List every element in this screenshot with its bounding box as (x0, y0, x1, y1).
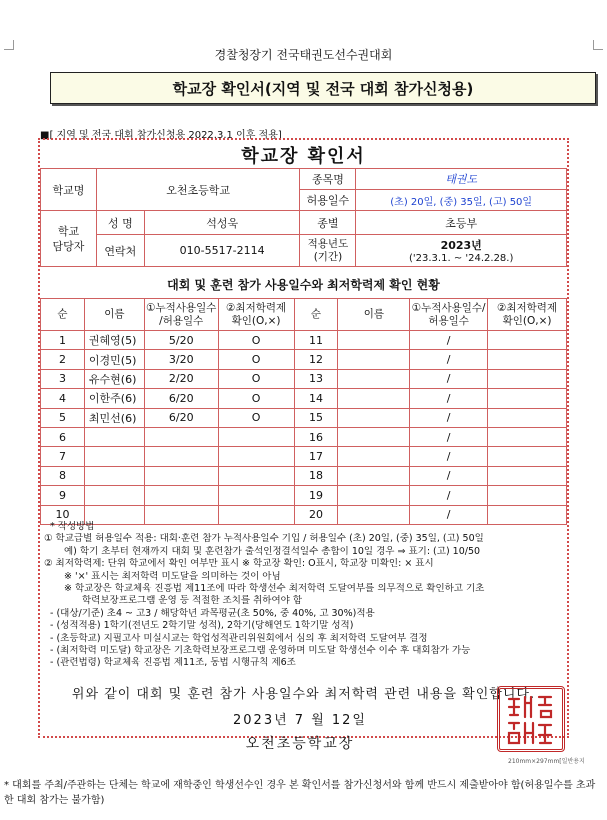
student-grade-left: O (218, 369, 294, 388)
method-line-2: 예) 학기 초부터 현재까지 대회 및 훈련참가 출석인정결석일수 총합이 10일 경우 ⇒ 표기: (고) 10/50 (64, 545, 481, 557)
apply-year-value: 2023년 (440, 239, 482, 252)
method-line-7: - (대상/기준) 초4 ~ 고3 / 해당학년 과목평균(초 50%, 중 40%, 고 30%)적용 (50, 607, 375, 619)
student-grade-left: O (218, 389, 294, 408)
category-label: 종별 (300, 211, 356, 235)
method-line-9: - (초등학교) 지필고사 미실시교는 학업성적관리위원회에서 심의 후 최저학력 도달여부 결정 (50, 632, 428, 644)
student-name-left: 유수현(6) (84, 369, 144, 388)
student-no-right: 16 (294, 427, 338, 446)
document-title: 학교장 확인서 (241, 146, 366, 167)
student-grade-left: O (218, 350, 294, 369)
contact-value: 010-5517-2114 (144, 235, 300, 267)
student-days-right: / (410, 505, 488, 524)
student-no-right: 18 (294, 466, 338, 485)
student-no-right: 19 (294, 486, 338, 505)
student-grade-left (218, 486, 294, 505)
method-line-10: - (최저학력 미도달) 학교장은 기초학력보장프로그램 운영하며 미도달 학생선수 이수 후 대회참가 가능 (50, 645, 471, 657)
student-no-right: 12 (294, 350, 338, 369)
roster-body (41, 331, 567, 525)
student-name-right (338, 466, 410, 485)
student-no-right: 17 (294, 447, 338, 466)
student-name-right (338, 369, 410, 388)
table-row (41, 486, 567, 505)
student-days-left: 5/20 (144, 331, 218, 350)
name-value: 석성욱 (144, 211, 300, 235)
staff-label: 학교 담당자 (41, 211, 97, 267)
table-row (41, 427, 567, 446)
table-row (41, 408, 567, 427)
applicability-note: ■[ 지역 및 전국 대회 참가신청용 2022.3.1 이후 적용] (40, 130, 282, 141)
student-name-right (338, 486, 410, 505)
student-days-left (144, 486, 218, 505)
student-no-left: 7 (41, 447, 85, 466)
student-name-right (338, 408, 410, 427)
method-line-4: ※ '×' 표시는 최저학력 미도달을 의미하는 것이 아님 (64, 570, 281, 582)
student-grade-left: O (218, 331, 294, 350)
student-grade-left (218, 447, 294, 466)
student-grade-right (488, 427, 567, 446)
student-name-right (338, 350, 410, 369)
issue-date: 2023년 7 월 12일 (233, 713, 367, 728)
student-name-right (338, 389, 410, 408)
header-grade-left: ②최저학력제 확인(O,×) (218, 299, 294, 331)
table-row (41, 331, 567, 350)
contact-label: 연락처 (96, 235, 144, 267)
student-grade-right (488, 369, 567, 388)
event-title: 경찰청장기 전국태권도선수권대회 (214, 48, 393, 62)
roster-section-title: 대회 및 훈련 참가 사용일수와 최저학력제 확인 현황 (167, 278, 440, 292)
student-days-right: / (410, 389, 488, 408)
student-name-left: 이한주(6) (84, 389, 144, 408)
table-row (41, 389, 567, 408)
student-name-left: 이경민(5) (84, 350, 144, 369)
student-days-left: 3/20 (144, 350, 218, 369)
student-days-left: 6/20 (144, 389, 218, 408)
allowed-days-value: (초) 20일, (중) 35일, (고) 50일 (356, 190, 567, 211)
student-days-left (144, 466, 218, 485)
student-days-left (144, 427, 218, 446)
header-days-right: ①누적사용일수/ 허용일수 (410, 299, 488, 331)
student-grade-left (218, 427, 294, 446)
student-days-right: / (410, 408, 488, 427)
header-name-left: 이름 (84, 299, 144, 331)
method-line-6: 학력보장프로그램 운영 등 적절한 조치를 취하여야 함 (82, 595, 303, 607)
student-no-right: 11 (294, 331, 338, 350)
method-line-11: - (관련법령) 학교체육 진흥법 제11조, 동법 시행규칙 제6조 (50, 657, 296, 669)
apply-year-label: 적용년도 (기간) (300, 235, 356, 267)
student-days-right: / (410, 486, 488, 505)
student-days-right: / (410, 466, 488, 485)
student-name-right (338, 447, 410, 466)
name-label: 성 명 (96, 211, 144, 235)
student-no-left: 8 (41, 466, 85, 485)
student-days-left: 6/20 (144, 408, 218, 427)
student-name-left (84, 466, 144, 485)
student-days-left (144, 447, 218, 466)
table-row (41, 369, 567, 388)
roster-table (40, 298, 567, 525)
table-row (41, 447, 567, 466)
school-principal: 오천초등학교장 (245, 736, 355, 752)
student-days-left: 2/20 (144, 369, 218, 388)
student-no-left: 2 (41, 350, 85, 369)
header-grade-right: ②최저학력제 확인(O,×) (488, 299, 567, 331)
sport-value: 태권도 (356, 169, 567, 190)
student-grade-right (488, 447, 567, 466)
header-days-left: ①누적사용일수 /허용일수 (144, 299, 218, 331)
student-grade-right (488, 331, 567, 350)
student-no-right: 15 (294, 408, 338, 427)
school-label: 학교명 (41, 169, 97, 211)
student-name-left (84, 447, 144, 466)
student-days-right: / (410, 427, 488, 446)
student-no-left: 5 (41, 408, 85, 427)
student-no-right: 13 (294, 369, 338, 388)
student-grade-right (488, 408, 567, 427)
student-no-left: 4 (41, 389, 85, 408)
category-value: 초등부 (356, 211, 567, 235)
student-name-left: 최민선(6) (84, 408, 144, 427)
student-name-right (338, 427, 410, 446)
paper-size-label: 210mm×297mm[일반용지 (508, 758, 585, 765)
seal-icon (500, 689, 562, 749)
table-row (41, 350, 567, 369)
student-name-left (84, 427, 144, 446)
student-grade-left: O (218, 408, 294, 427)
confirm-statement: 위와 같이 대회 및 훈련 참가 사용일수와 최저학력 관련 내용을 확인합니다. (71, 687, 536, 702)
table-row (41, 466, 567, 485)
principal-seal-stamp (497, 686, 565, 752)
student-no-left: 6 (41, 427, 85, 446)
student-name-left (84, 486, 144, 505)
student-grade-right (488, 486, 567, 505)
school-value: 오천초등학교 (96, 169, 300, 211)
student-grade-right (488, 350, 567, 369)
header-name-right: 이름 (338, 299, 410, 331)
student-name-left: 권혜영(5) (84, 331, 144, 350)
student-no-left: 3 (41, 369, 85, 388)
method-line-8: - (성적적용) 1학기(전년도 2학기말 성적), 2학기(당해연도 1학기말 성적) (50, 620, 354, 632)
header-no-left: 순 (41, 299, 85, 331)
method-line-1: ① 학교급별 허용일수 적용: 대회·훈련 참가 누적사용일수 기입 / 허용일수 (초) 20일, (중) 35일, (고) 50일 (44, 533, 484, 545)
student-days-right: / (410, 350, 488, 369)
apply-year-cell (356, 235, 567, 267)
student-days-right: / (410, 447, 488, 466)
student-name-right (338, 331, 410, 350)
writing-method (44, 521, 569, 670)
student-no-right: 14 (294, 389, 338, 408)
student-no-left: 10 (41, 505, 85, 524)
method-line-5: ※ 학교장은 학교체육 진흥법 제11조에 따라 학생선수 최저학력 도달여부를 의무적으로 확인하고 기초 (64, 583, 485, 595)
sport-label: 종목명 (300, 169, 356, 190)
method-line-3: ② 최저학력제: 단위 학교에서 확인 여부만 표시 ※ 학교장 확인: O표시, 학교장 미확인: × 표시 (44, 558, 434, 570)
header-no-right: 순 (294, 299, 338, 331)
banner-title: 학교장 확인서(지역 및 전국 대회 참가신청용) (50, 72, 596, 104)
student-grade-right (488, 466, 567, 485)
student-grade-right (488, 389, 567, 408)
student-days-right: / (410, 331, 488, 350)
student-no-left: 1 (41, 331, 85, 350)
student-days-right: / (410, 369, 488, 388)
student-grade-left (218, 466, 294, 485)
info-table (40, 168, 567, 267)
footnote: * 대회를 주최/주관하는 단체는 학교에 재학중인 학생선수인 경우 본 확인서를 참가신청서와 함께 반드시 제출받아야 함(허용일수를 초과한 대회 참가는 불가함) (4, 780, 596, 806)
method-title: * 작성방법 (50, 521, 95, 532)
allowed-days-label: 허용일수 (300, 190, 356, 211)
student-no-left: 9 (41, 486, 85, 505)
apply-period-value: ('23.3.1. ~ '24.2.28.) (409, 253, 514, 264)
student-no-right: 20 (294, 505, 338, 524)
